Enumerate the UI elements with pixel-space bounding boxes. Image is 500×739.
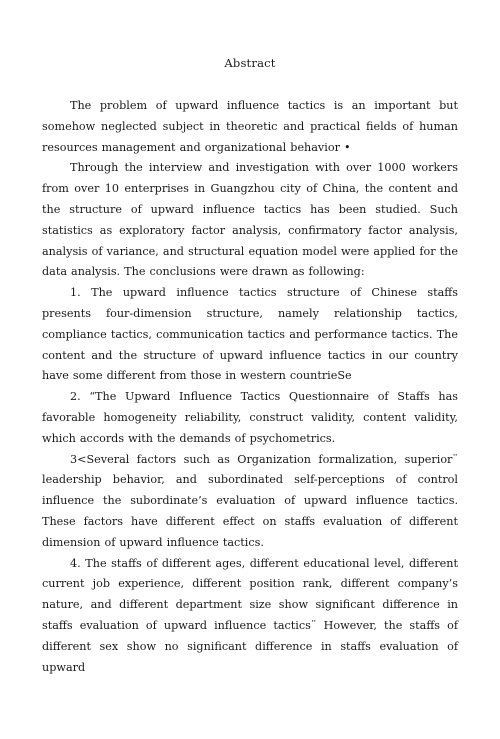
paragraph-conclusion-3: 3<Several factors such as Organization formalization, superior¨ leadership behavior, and subordinated self-perceptions of control influence the subordinate’s evaluation of upward influence tactics. These factors have different effect on staffs evaluation of different dimension of upward influence tactics. (42, 452, 458, 549)
abstract-title: Abstract (224, 56, 276, 70)
paragraph-conclusion-2: 2. “The Upward Influence Tactics Questionnaire of Staffs has favorable homogeneity reliability, construct validity, content validity, which accords with the demands of psychometrics. (42, 390, 458, 445)
abstract-body (42, 96, 458, 678)
paragraph-conclusion-4: 4. The staffs of different ages, different educational level, different current job experience, different position rank, different company’s nature, and different department size show significant difference in staffs evaluation of upward influence tactics¨ However, the staffs of different sex show no significant difference in staffs evaluation of upward (42, 556, 458, 674)
paragraph-conclusion-1: 1. The upward influence tactics structure of Chinese staffs presents four-dimension structure, namely relationship tactics, compliance tactics, communication tactics and performance tactics. The content and the structure of upward influence tactics in our country have some different from those in western countrieSe (42, 286, 458, 383)
paragraph-method: Through the interview and investigation with over 1000 workers from over 10 enterprises in Guangzhou city of China, the content and the structure of upward influence tactics has been studied. Such statistics as exploratory factor analysis, confirmatory factor analysis, analysis of variance, and structural equation model were applied for the data analysis. The conclusions were drawn as following: (42, 161, 458, 279)
paragraph-intro: The problem of upward influence tactics is an important but somehow neglected subject in theoretic and practical fields of human resources management and organizational behavior • (42, 99, 458, 154)
